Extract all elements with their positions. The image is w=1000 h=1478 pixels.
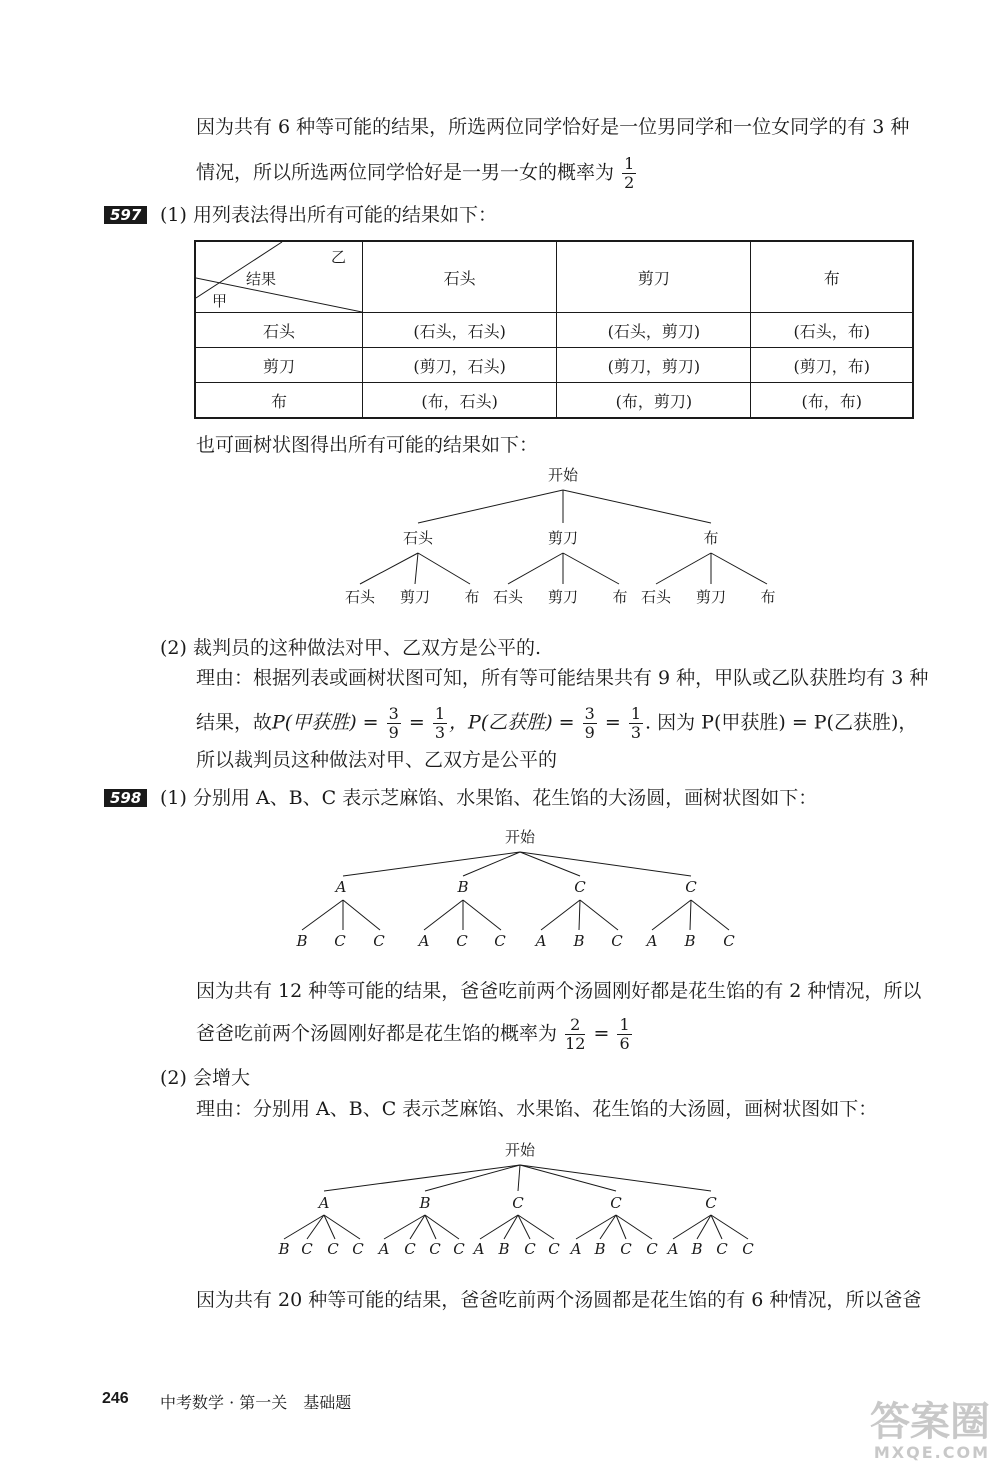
- p597-reason-2: 结果，故P(甲获胜) = $\frac{3}{9}$ = $\frac{1}{3}$ ，P(乙获胜) = $\frac{3}{9}$ = $\frac{1}{3}$ . 因为 P(甲获胜) = P(乙获胜)，: [196, 704, 918, 742]
- tree-node-level1: C: [610, 1194, 622, 1212]
- tree-leaf: C: [327, 1240, 339, 1258]
- tree-leaf: A: [418, 932, 430, 950]
- page-number: 246: [102, 1390, 129, 1407]
- tree-diagram-598-1: [0, 822, 1000, 957]
- tree-node-level1: B: [457, 878, 469, 896]
- tree-node-level1: B: [419, 1194, 431, 1212]
- tree-diagram-598-2: [0, 1135, 1000, 1265]
- p598-reason: 理由：分别用 A、B、C 表示芝麻馅、水果馅、花生馅的大汤圆，画树状图如下：: [196, 1098, 878, 1120]
- results-table: [194, 240, 914, 419]
- intro-line-2: [196, 155, 638, 192]
- table-row: [195, 383, 913, 419]
- tree-leaf: 布: [464, 588, 480, 606]
- tree-leaf: A: [570, 1240, 582, 1258]
- p598-r2-line1: 因为共有 20 种等可能的结果，爸爸吃前两个汤圆都是花生馅的有 6 种情况，所以爸爸: [196, 1289, 922, 1311]
- p597-reason-3: 所以裁判员这种做法对甲、乙双方是公平的: [196, 749, 558, 771]
- tree-leaf: C: [742, 1240, 754, 1258]
- p597-tree-intro: 也可画树状图得出所有可能的结果如下：: [196, 434, 539, 456]
- tree-leaf: C: [646, 1240, 658, 1258]
- tree-leaf: 剪刀: [399, 588, 431, 606]
- tree-leaf: 剪刀: [695, 588, 727, 606]
- table-row: [195, 313, 913, 348]
- tree-node-level1: C: [574, 878, 586, 896]
- row-header: 布: [195, 383, 363, 419]
- table-cell: (剪刀，布): [751, 348, 913, 383]
- table-cell: (布，布): [751, 383, 913, 419]
- fraction-one-half: $\frac{1}{2}$: [624, 154, 635, 192]
- tree-leaf: 剪刀: [547, 588, 579, 606]
- tree-leaf: A: [535, 932, 547, 950]
- tree-leaf: C: [453, 1240, 465, 1258]
- p598-part1: (1) 分别用 A、B、C 表示芝麻馅、水果馅、花生馅的大汤圆，画树状图如下：: [160, 787, 818, 809]
- tree-root: 开始: [504, 828, 536, 846]
- p597-reason-1: 理由：根据列表或画树状图可知，所有等可能结果共有 9 种，甲队或乙队获胜均有 3 种: [196, 667, 929, 689]
- tree-leaf: B: [684, 932, 696, 950]
- tree-leaf: C: [524, 1240, 536, 1258]
- p598-r1-line2: 爸爸吃前两个汤圆刚好都是花生馅的概率为 $\frac{2}{12}$ = $\frac{1}{6}$: [196, 1015, 630, 1053]
- tree-leaf: C: [352, 1240, 364, 1258]
- tree-leaf: A: [473, 1240, 485, 1258]
- tree-leaf: C: [494, 932, 506, 950]
- tree-leaf: B: [573, 932, 585, 950]
- tree-node-level1: 石头: [402, 529, 434, 547]
- intro-line-1: 因为共有 6 种等可能的结果，所选两位同学恰好是一位男同学和一位女同学的有 3 种: [196, 116, 910, 138]
- tree-leaf: A: [646, 932, 658, 950]
- corner-label-yi: 乙: [330, 248, 346, 266]
- tree-node-level1: A: [335, 878, 347, 896]
- tree-leaf: 布: [612, 588, 628, 606]
- tree-node-level1: A: [318, 1194, 330, 1212]
- tree-leaf: C: [373, 932, 385, 950]
- corner-label-result: 结果: [246, 270, 277, 288]
- table-row: [195, 348, 913, 383]
- tree-leaf: C: [548, 1240, 560, 1258]
- table-corner-cell: [195, 241, 363, 313]
- tree-leaf: C: [611, 932, 623, 950]
- tree-leaf: 石头: [640, 588, 672, 606]
- p598-part2: (2) 会增大: [160, 1067, 250, 1089]
- tree-leaf: C: [723, 932, 735, 950]
- p597-part1: (1) 用列表法得出所有可能的结果如下：: [160, 204, 497, 226]
- problem-598-badge: 598: [104, 789, 147, 807]
- tree-root: 开始: [504, 1141, 536, 1159]
- tree-leaf: 石头: [344, 588, 376, 606]
- table-cell: (石头，剪刀): [557, 313, 751, 348]
- tree-leaf: A: [667, 1240, 679, 1258]
- tree-leaf: C: [334, 932, 346, 950]
- tree-leaf: 布: [760, 588, 776, 606]
- column-header: 布: [751, 241, 913, 313]
- tree-leaf: B: [594, 1240, 606, 1258]
- corner-label-jia: 甲: [212, 292, 228, 310]
- tree-leaf: B: [278, 1240, 290, 1258]
- table-cell: (布，剪刀): [557, 383, 751, 419]
- table-cell: (布，石头): [363, 383, 557, 419]
- row-header: 剪刀: [195, 348, 363, 383]
- tree-leaf: B: [691, 1240, 703, 1258]
- tree-leaf: C: [456, 932, 468, 950]
- tree-leaf: C: [620, 1240, 632, 1258]
- row-header: 石头: [195, 313, 363, 348]
- table-cell: (剪刀，剪刀): [557, 348, 751, 383]
- tree-node-level1: 布: [703, 529, 719, 547]
- tree-node-level1: C: [512, 1194, 524, 1212]
- tree-leaf: B: [498, 1240, 510, 1258]
- tree-leaf: C: [429, 1240, 441, 1258]
- book-title: 中考数学 · 第一关 基础题: [160, 1393, 352, 1412]
- column-header: 石头: [363, 241, 557, 313]
- tree-leaf: C: [716, 1240, 728, 1258]
- tree-leaf: B: [296, 932, 308, 950]
- tree-node-level1: 剪刀: [547, 529, 579, 547]
- p597-part2: (2) 裁判员的这种做法对甲、乙双方是公平的.: [160, 637, 541, 659]
- tree-leaf: C: [301, 1240, 313, 1258]
- tree-root: 开始: [547, 466, 579, 484]
- intro-line-2-text: 情况，所以所选两位同学恰好是一男一女的概率为: [196, 161, 615, 184]
- watermark-logo: 答案圈 MXQE.COM: [870, 1399, 990, 1462]
- tree-leaf: 石头: [492, 588, 524, 606]
- table-cell: (剪刀，石头): [363, 348, 557, 383]
- problem-597-badge: 597: [104, 206, 147, 224]
- tree-node-level1: C: [705, 1194, 717, 1212]
- tree-node-level1: C: [685, 878, 697, 896]
- tree-diagram-597: [0, 460, 1000, 620]
- tree-leaf: C: [404, 1240, 416, 1258]
- column-header: 剪刀: [557, 241, 751, 313]
- p598-r1-line1: 因为共有 12 种等可能的结果，爸爸吃前两个汤圆刚好都是花生馅的有 2 种情况，所以: [196, 980, 922, 1002]
- tree-leaf: A: [378, 1240, 390, 1258]
- table-cell: (石头，布): [751, 313, 913, 348]
- table-cell: (石头，石头): [363, 313, 557, 348]
